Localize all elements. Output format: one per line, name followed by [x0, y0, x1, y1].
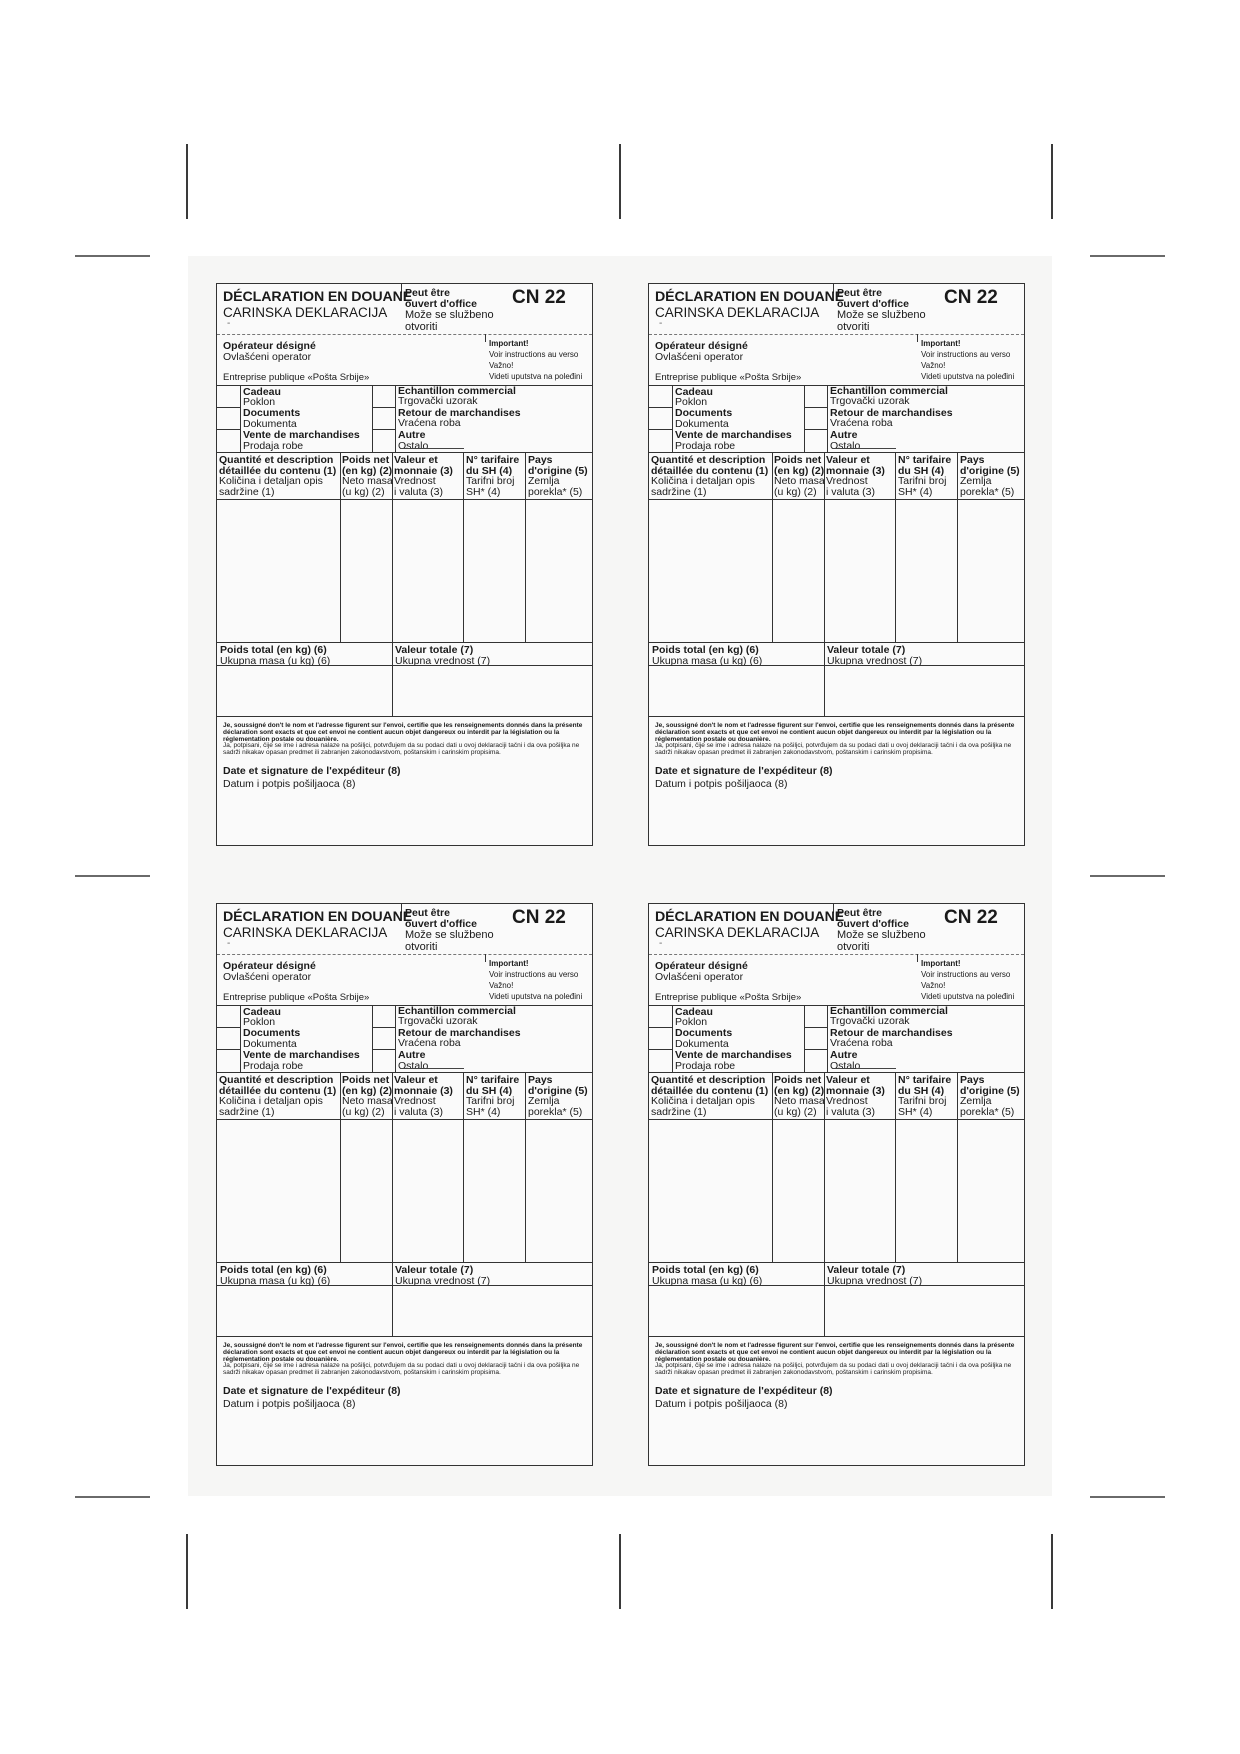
checkbox-divider	[827, 1005, 828, 1072]
checkbox-divider	[672, 1005, 673, 1072]
category-label: Poklon	[675, 1016, 708, 1028]
column-header-value: Valeur et monnaie (3) Vrednost i valuta (3)	[394, 454, 453, 498]
description-field[interactable]	[649, 1120, 772, 1262]
divider	[485, 334, 486, 342]
category-label: Dokumenta	[243, 1038, 297, 1050]
cn22-form	[648, 903, 1025, 1466]
cn22-form	[216, 903, 593, 1466]
category-label: Ostalo	[830, 1060, 861, 1072]
category-label: Vraćena roba	[398, 417, 461, 429]
checkbox-returned-goods[interactable]	[805, 408, 827, 429]
checkbox-commercial-sample[interactable]	[805, 386, 827, 407]
checkbox-divider	[827, 385, 828, 452]
important-sr-text: Videti uputstva na poleđini	[921, 992, 1015, 1001]
value-field[interactable]	[393, 500, 463, 642]
section-divider	[217, 452, 592, 453]
checkbox-other[interactable]	[373, 1050, 395, 1072]
total-weight-field[interactable]	[649, 666, 824, 716]
checkbox-divider	[240, 1005, 241, 1072]
category-label: Cadeau	[243, 1006, 281, 1018]
column-header-hs-tariff: N° tarifaire du SH (4) Tarifni broj SH* (4)	[898, 1074, 952, 1118]
category-label: Dokumenta	[675, 1038, 729, 1050]
column-header-hs-tariff: N° tarifaire du SH (4) Tarifni broj SH* (4)	[466, 1074, 520, 1118]
perforation-line	[217, 334, 592, 335]
form-subtitle: CARINSKA DEKLARACIJA	[655, 925, 820, 940]
column-header-origin: Pays d'origine (5) Zemlja porekla* (5)	[960, 454, 1020, 498]
section-divider	[649, 452, 1024, 453]
checkbox-sale-of-goods[interactable]	[649, 430, 672, 452]
important-fr: Important!	[489, 339, 529, 348]
total-weight-field[interactable]	[217, 1286, 392, 1336]
checkbox-divider	[672, 385, 673, 452]
column-header-value: Valeur et monnaie (3) Vrednost i valuta (3)	[826, 454, 885, 498]
operator-label-fr: Opérateur désigné	[223, 960, 316, 972]
important-fr-text: Voir instructions au verso	[489, 350, 579, 359]
category-label: Vente de marchandises	[675, 429, 792, 441]
category-label: Trgovački uzorak	[398, 1015, 478, 1027]
checkbox-sale-of-goods[interactable]	[649, 1050, 672, 1072]
form-code: CN 22	[944, 907, 998, 928]
important-sr-text: Videti uputstva na poleđini	[921, 372, 1015, 381]
net-weight-field[interactable]	[341, 500, 392, 642]
perforation-line	[649, 954, 1024, 955]
open-notice-fr: Peut être ouvert d'office	[405, 287, 477, 310]
category-label: Autre	[830, 429, 858, 441]
divider	[917, 334, 918, 342]
operator-label-fr: Opérateur désigné	[655, 960, 748, 972]
signature-label-fr: Date et signature de l'expéditeur (8)	[655, 1385, 833, 1397]
crop-mark	[75, 1496, 150, 1498]
form-subtitle: CARINSKA DEKLARACIJA	[223, 305, 388, 320]
category-label: Echantillon commercial	[398, 385, 516, 397]
other-input-line[interactable]	[400, 448, 464, 449]
total-value-field[interactable]	[393, 1286, 592, 1336]
open-notice-sr: Može se službeno otvoriti	[405, 929, 494, 953]
signature-field[interactable]	[649, 792, 1024, 845]
description-field[interactable]	[649, 500, 772, 642]
category-label: Poklon	[243, 396, 276, 408]
category-label: Cadeau	[675, 1006, 713, 1018]
hs-tariff-field[interactable]	[896, 500, 957, 642]
column-header-origin: Pays d'origine (5) Zemlja porekla* (5)	[528, 454, 588, 498]
form-dash: -	[227, 938, 231, 949]
category-label: Ostalo	[398, 440, 429, 452]
category-label: Echantillon commercial	[830, 385, 948, 397]
form-title: DÉCLARATION EN DOUANE	[223, 289, 413, 305]
net-weight-field[interactable]	[341, 1120, 392, 1262]
column-header-net-weight: Poids net (en kg) (2) Neto masa (u kg) (2)	[774, 1074, 825, 1118]
signature-label-fr: Date et signature de l'expéditeur (8)	[655, 765, 833, 777]
net-weight-field[interactable]	[773, 500, 824, 642]
total-value-field[interactable]	[825, 666, 1024, 716]
section-divider	[649, 1262, 1024, 1263]
column-header-value: Valeur et monnaie (3) Vrednost i valuta (3)	[826, 1074, 885, 1118]
category-label: Vraćena roba	[830, 417, 893, 429]
form-subtitle: CARINSKA DEKLARACIJA	[655, 305, 820, 320]
crop-mark	[1051, 1534, 1053, 1609]
origin-field[interactable]	[958, 1120, 1024, 1262]
category-label: Echantillon commercial	[398, 1005, 516, 1017]
hs-tariff-field[interactable]	[464, 500, 525, 642]
category-label: Retour de marchandises	[830, 1027, 953, 1039]
divider	[917, 954, 918, 962]
checkbox-returned-goods[interactable]	[373, 1028, 395, 1049]
category-label: Prodaja robe	[243, 1060, 304, 1072]
cn22-form	[216, 283, 593, 846]
signature-label-sr: Datum i potpis pošiljaoca (8)	[655, 778, 788, 790]
checkbox-commercial-sample[interactable]	[805, 1006, 827, 1027]
category-label: Documents	[675, 407, 733, 419]
crop-mark	[1090, 255, 1165, 257]
checkbox-commercial-sample[interactable]	[373, 386, 395, 407]
operator-name: Entreprise publique «Pošta Srbije»	[223, 372, 370, 383]
checkbox-documents[interactable]	[217, 1028, 240, 1049]
origin-field[interactable]	[526, 1120, 592, 1262]
origin-field[interactable]	[958, 500, 1024, 642]
column-header-value: Valeur et monnaie (3) Vrednost i valuta (3)	[394, 1074, 453, 1118]
total-weight-field[interactable]	[217, 666, 392, 716]
category-label: Poklon	[243, 1016, 276, 1028]
category-label: Autre	[398, 429, 426, 441]
operator-label-sr: Ovlašćeni operator	[223, 971, 312, 983]
column-header-description: Quantité et description détaillée du contenu (1) Količina i detaljan opis sadržine (1)	[219, 454, 337, 498]
checkbox-sale-of-goods[interactable]	[217, 1050, 240, 1072]
form-code: CN 22	[512, 287, 566, 308]
value-field[interactable]	[825, 1120, 895, 1262]
operator-label-fr: Opérateur désigné	[655, 340, 748, 352]
column-header-hs-tariff: N° tarifaire du SH (4) Tarifni broj SH* (4)	[898, 454, 952, 498]
column-header-net-weight: Poids net (en kg) (2) Neto masa (u kg) (2)	[774, 454, 825, 498]
open-notice-sr: Može se službeno otvoriti	[405, 309, 494, 333]
category-label: Prodaja robe	[243, 440, 304, 452]
section-divider	[649, 1336, 1024, 1337]
category-label: Autre	[398, 1049, 426, 1061]
other-input-line[interactable]	[400, 1068, 464, 1069]
checkbox-documents[interactable]	[217, 408, 240, 429]
important-fr-text: Voir instructions au verso	[489, 970, 579, 979]
checkbox-documents[interactable]	[649, 408, 672, 429]
category-label: Dokumenta	[243, 418, 297, 430]
category-label: Trgovački uzorak	[830, 1015, 910, 1027]
crop-mark	[186, 1534, 188, 1609]
signature-label-sr: Datum i potpis pošiljaoca (8)	[223, 1398, 356, 1410]
category-label: Echantillon commercial	[830, 1005, 948, 1017]
important-fr: Important!	[921, 959, 961, 968]
total-value-label: Valeur totale (7) Ukupna vrednost (7)	[827, 644, 923, 667]
signature-label-fr: Date et signature de l'expéditeur (8)	[223, 765, 401, 777]
crop-mark	[186, 144, 188, 219]
operator-label-fr: Opérateur désigné	[223, 340, 316, 352]
other-input-line[interactable]	[832, 1068, 896, 1069]
section-divider	[217, 716, 592, 717]
category-label: Documents	[243, 407, 301, 419]
origin-field[interactable]	[526, 500, 592, 642]
checkbox-returned-goods[interactable]	[805, 1028, 827, 1049]
form-code: CN 22	[944, 287, 998, 308]
declaration-text: Je, soussigné don't le nom et l'adresse figurent sur l'envoi, certifie que les renseignements donnés dans la présente déclaration sont exacts et que cet envoi ne contient aucun objet dangereux ou interdit par la législation ou la réglementation postale ou douanière. Ja, potpisani, čije se ime i adresa nalaze na pošiljci, potvrđujem da su podaci dati u ovoj deklaraciji tačni i da ova pošiljka ne sadrži nikakav opasan predmet ili zabranjen zakonodavstvom, poštanskim i carinskim propisima.	[655, 722, 1015, 757]
total-value-field[interactable]	[393, 666, 592, 716]
total-value-label: Valeur totale (7) Ukupna vrednost (7)	[395, 1264, 491, 1287]
total-weight-label: Poids total (en kg) (6) Ukupna masa (u kg) (6)	[220, 1264, 331, 1287]
important-sr-text: Videti uputstva na poleđini	[489, 372, 583, 381]
checkbox-gift[interactable]	[649, 386, 672, 407]
category-label: Vraćena roba	[830, 1037, 893, 1049]
category-label: Autre	[830, 1049, 858, 1061]
declaration-text: Je, soussigné don't le nom et l'adresse figurent sur l'envoi, certifie que les renseignements donnés dans la présente déclaration sont exacts et que cet envoi ne contient aucun objet dangereux ou interdit par la législation ou la réglementation postale ou douanière. Ja, potpisani, čije se ime i adresa nalaze na pošiljci, potvrđujem da su podaci dati u ovoj deklaraciji tačni i da ova pošiljka ne sadrži nikakav opasan predmet ili zabranjen zakonodavstvom, poštanskim i carinskim propisima.	[223, 1342, 583, 1377]
important-fr-text: Voir instructions au verso	[921, 350, 1011, 359]
signature-label-sr: Datum i potpis pošiljaoca (8)	[223, 778, 356, 790]
important-sr: Važno!	[489, 361, 514, 370]
important-sr: Važno!	[921, 361, 946, 370]
category-label: Documents	[675, 1027, 733, 1039]
total-value-field[interactable]	[825, 1286, 1024, 1336]
category-label: Cadeau	[243, 386, 281, 398]
operator-label-sr: Ovlašćeni operator	[223, 351, 312, 363]
operator-name: Entreprise publique «Pošta Srbije»	[223, 992, 370, 1003]
open-notice-fr: Peut être ouvert d'office	[837, 287, 909, 310]
open-notice-fr: Peut être ouvert d'office	[837, 907, 909, 930]
operator-name: Entreprise publique «Pošta Srbije»	[655, 992, 802, 1003]
category-label: Prodaja robe	[675, 1060, 736, 1072]
hs-tariff-field[interactable]	[896, 1120, 957, 1262]
net-weight-field[interactable]	[773, 1120, 824, 1262]
section-divider	[649, 1072, 1024, 1073]
crop-mark	[75, 875, 150, 877]
checkbox-gift[interactable]	[649, 1006, 672, 1027]
category-label: Ostalo	[830, 440, 861, 452]
important-fr: Important!	[921, 339, 961, 348]
category-label: Prodaja robe	[675, 440, 736, 452]
crop-mark	[1051, 144, 1053, 219]
value-field[interactable]	[393, 1120, 463, 1262]
checkbox-divider	[240, 385, 241, 452]
column-header-net-weight: Poids net (en kg) (2) Neto masa (u kg) (2)	[342, 1074, 393, 1118]
signature-label-fr: Date et signature de l'expéditeur (8)	[223, 1385, 401, 1397]
category-label: Cadeau	[675, 386, 713, 398]
category-label: Documents	[243, 1027, 301, 1039]
checkbox-returned-goods[interactable]	[373, 408, 395, 429]
section-divider	[649, 642, 1024, 643]
signature-field[interactable]	[217, 792, 592, 845]
form-title: DÉCLARATION EN DOUANE	[655, 909, 845, 925]
divider	[485, 954, 486, 962]
description-field[interactable]	[217, 1120, 340, 1262]
category-label: Vente de marchandises	[243, 1049, 360, 1061]
category-label: Trgovački uzorak	[398, 395, 478, 407]
category-label: Ostalo	[398, 1060, 429, 1072]
checkbox-gift[interactable]	[217, 386, 240, 407]
checkbox-divider	[395, 385, 396, 452]
category-label: Trgovački uzorak	[830, 395, 910, 407]
description-field[interactable]	[217, 500, 340, 642]
category-label: Retour de marchandises	[830, 407, 953, 419]
open-notice-sr: Može se službeno otvoriti	[837, 309, 926, 333]
form-title: DÉCLARATION EN DOUANE	[223, 909, 413, 925]
important-sr: Važno!	[489, 981, 514, 990]
form-code: CN 22	[512, 907, 566, 928]
total-value-label: Valeur totale (7) Ukupna vrednost (7)	[395, 644, 491, 667]
checkbox-sale-of-goods[interactable]	[217, 430, 240, 452]
important-fr: Important!	[489, 959, 529, 968]
category-label: Vente de marchandises	[675, 1049, 792, 1061]
form-dash: -	[227, 318, 231, 329]
perforation-line	[649, 334, 1024, 335]
crop-mark	[1090, 1496, 1165, 1498]
important-sr: Važno!	[921, 981, 946, 990]
signature-field[interactable]	[649, 1412, 1024, 1465]
declaration-text: Je, soussigné don't le nom et l'adresse figurent sur l'envoi, certifie que les renseignements donnés dans la présente déclaration sont exacts et que cet envoi ne contient aucun objet dangereux ou interdit par la législation ou la réglementation postale ou douanière. Ja, potpisani, čije se ime i adresa nalaze na pošiljci, potvrđujem da su podaci dati u ovoj deklaraciji tačni i da ova pošiljka ne sadrži nikakav opasan predmet ili zabranjen zakonodavstvom, poštanskim i carinskim propisima.	[655, 1342, 1015, 1377]
form-subtitle: CARINSKA DEKLARACIJA	[223, 925, 388, 940]
checkbox-other[interactable]	[805, 430, 827, 452]
operator-name: Entreprise publique «Pošta Srbije»	[655, 372, 802, 383]
form-dash: -	[659, 938, 663, 949]
category-label: Retour de marchandises	[398, 1027, 521, 1039]
form-title: DÉCLARATION EN DOUANE	[655, 289, 845, 305]
category-label: Vraćena roba	[398, 1037, 461, 1049]
category-label: Vente de marchandises	[243, 429, 360, 441]
value-field[interactable]	[825, 500, 895, 642]
crop-mark	[1090, 875, 1165, 877]
total-weight-label: Poids total (en kg) (6) Ukupna masa (u kg) (6)	[652, 1264, 763, 1287]
section-divider	[217, 642, 592, 643]
checkbox-documents[interactable]	[649, 1028, 672, 1049]
column-header-description: Quantité et description détaillée du contenu (1) Količina i detaljan opis sadržine (1)	[651, 454, 769, 498]
checkbox-commercial-sample[interactable]	[373, 1006, 395, 1027]
section-divider	[217, 1336, 592, 1337]
total-value-label: Valeur totale (7) Ukupna vrednost (7)	[827, 1264, 923, 1287]
section-divider	[649, 716, 1024, 717]
category-label: Dokumenta	[675, 418, 729, 430]
hs-tariff-field[interactable]	[464, 1120, 525, 1262]
column-header-hs-tariff: N° tarifaire du SH (4) Tarifni broj SH* (4)	[466, 454, 520, 498]
column-header-description: Quantité et description détaillée du contenu (1) Količina i detaljan opis sadržine (1)	[651, 1074, 769, 1118]
cn22-form	[648, 283, 1025, 846]
checkbox-divider	[395, 1005, 396, 1072]
important-fr-text: Voir instructions au verso	[921, 970, 1011, 979]
form-dash: -	[659, 318, 663, 329]
open-notice-sr: Može se službeno otvoriti	[837, 929, 926, 953]
total-weight-label: Poids total (en kg) (6) Ukupna masa (u kg) (6)	[220, 644, 331, 667]
column-header-net-weight: Poids net (en kg) (2) Neto masa (u kg) (2)	[342, 454, 393, 498]
column-header-description: Quantité et description détaillée du contenu (1) Količina i detaljan opis sadržine (1)	[219, 1074, 337, 1118]
checkbox-other[interactable]	[373, 430, 395, 452]
operator-label-sr: Ovlašćeni operator	[655, 971, 744, 983]
checkbox-gift[interactable]	[217, 1006, 240, 1027]
signature-field[interactable]	[217, 1412, 592, 1465]
category-label: Retour de marchandises	[398, 407, 521, 419]
operator-label-sr: Ovlašćeni operator	[655, 351, 744, 363]
important-sr-text: Videti uputstva na poleđini	[489, 992, 583, 1001]
total-weight-field[interactable]	[649, 1286, 824, 1336]
crop-mark	[75, 255, 150, 257]
section-divider	[217, 1072, 592, 1073]
column-header-origin: Pays d'origine (5) Zemlja porekla* (5)	[960, 1074, 1020, 1118]
other-input-line[interactable]	[832, 448, 896, 449]
total-weight-label: Poids total (en kg) (6) Ukupna masa (u kg) (6)	[652, 644, 763, 667]
checkbox-other[interactable]	[805, 1050, 827, 1072]
column-header-origin: Pays d'origine (5) Zemlja porekla* (5)	[528, 1074, 588, 1118]
signature-label-sr: Datum i potpis pošiljaoca (8)	[655, 1398, 788, 1410]
crop-mark	[619, 144, 621, 219]
perforation-line	[217, 954, 592, 955]
category-label: Poklon	[675, 396, 708, 408]
section-divider	[217, 1262, 592, 1263]
declaration-text: Je, soussigné don't le nom et l'adresse figurent sur l'envoi, certifie que les renseignements donnés dans la présente déclaration sont exacts et que cet envoi ne contient aucun objet dangereux ou interdit par la législation ou la réglementation postale ou douanière. Ja, potpisani, čije se ime i adresa nalaze na pošiljci, potvrđujem da su podaci dati u ovoj deklaraciji tačni i da ova pošiljka ne sadrži nikakav opasan predmet ili zabranjen zakonodavstvom, poštanskim i carinskim propisima.	[223, 722, 583, 757]
open-notice-fr: Peut être ouvert d'office	[405, 907, 477, 930]
crop-mark	[619, 1534, 621, 1609]
